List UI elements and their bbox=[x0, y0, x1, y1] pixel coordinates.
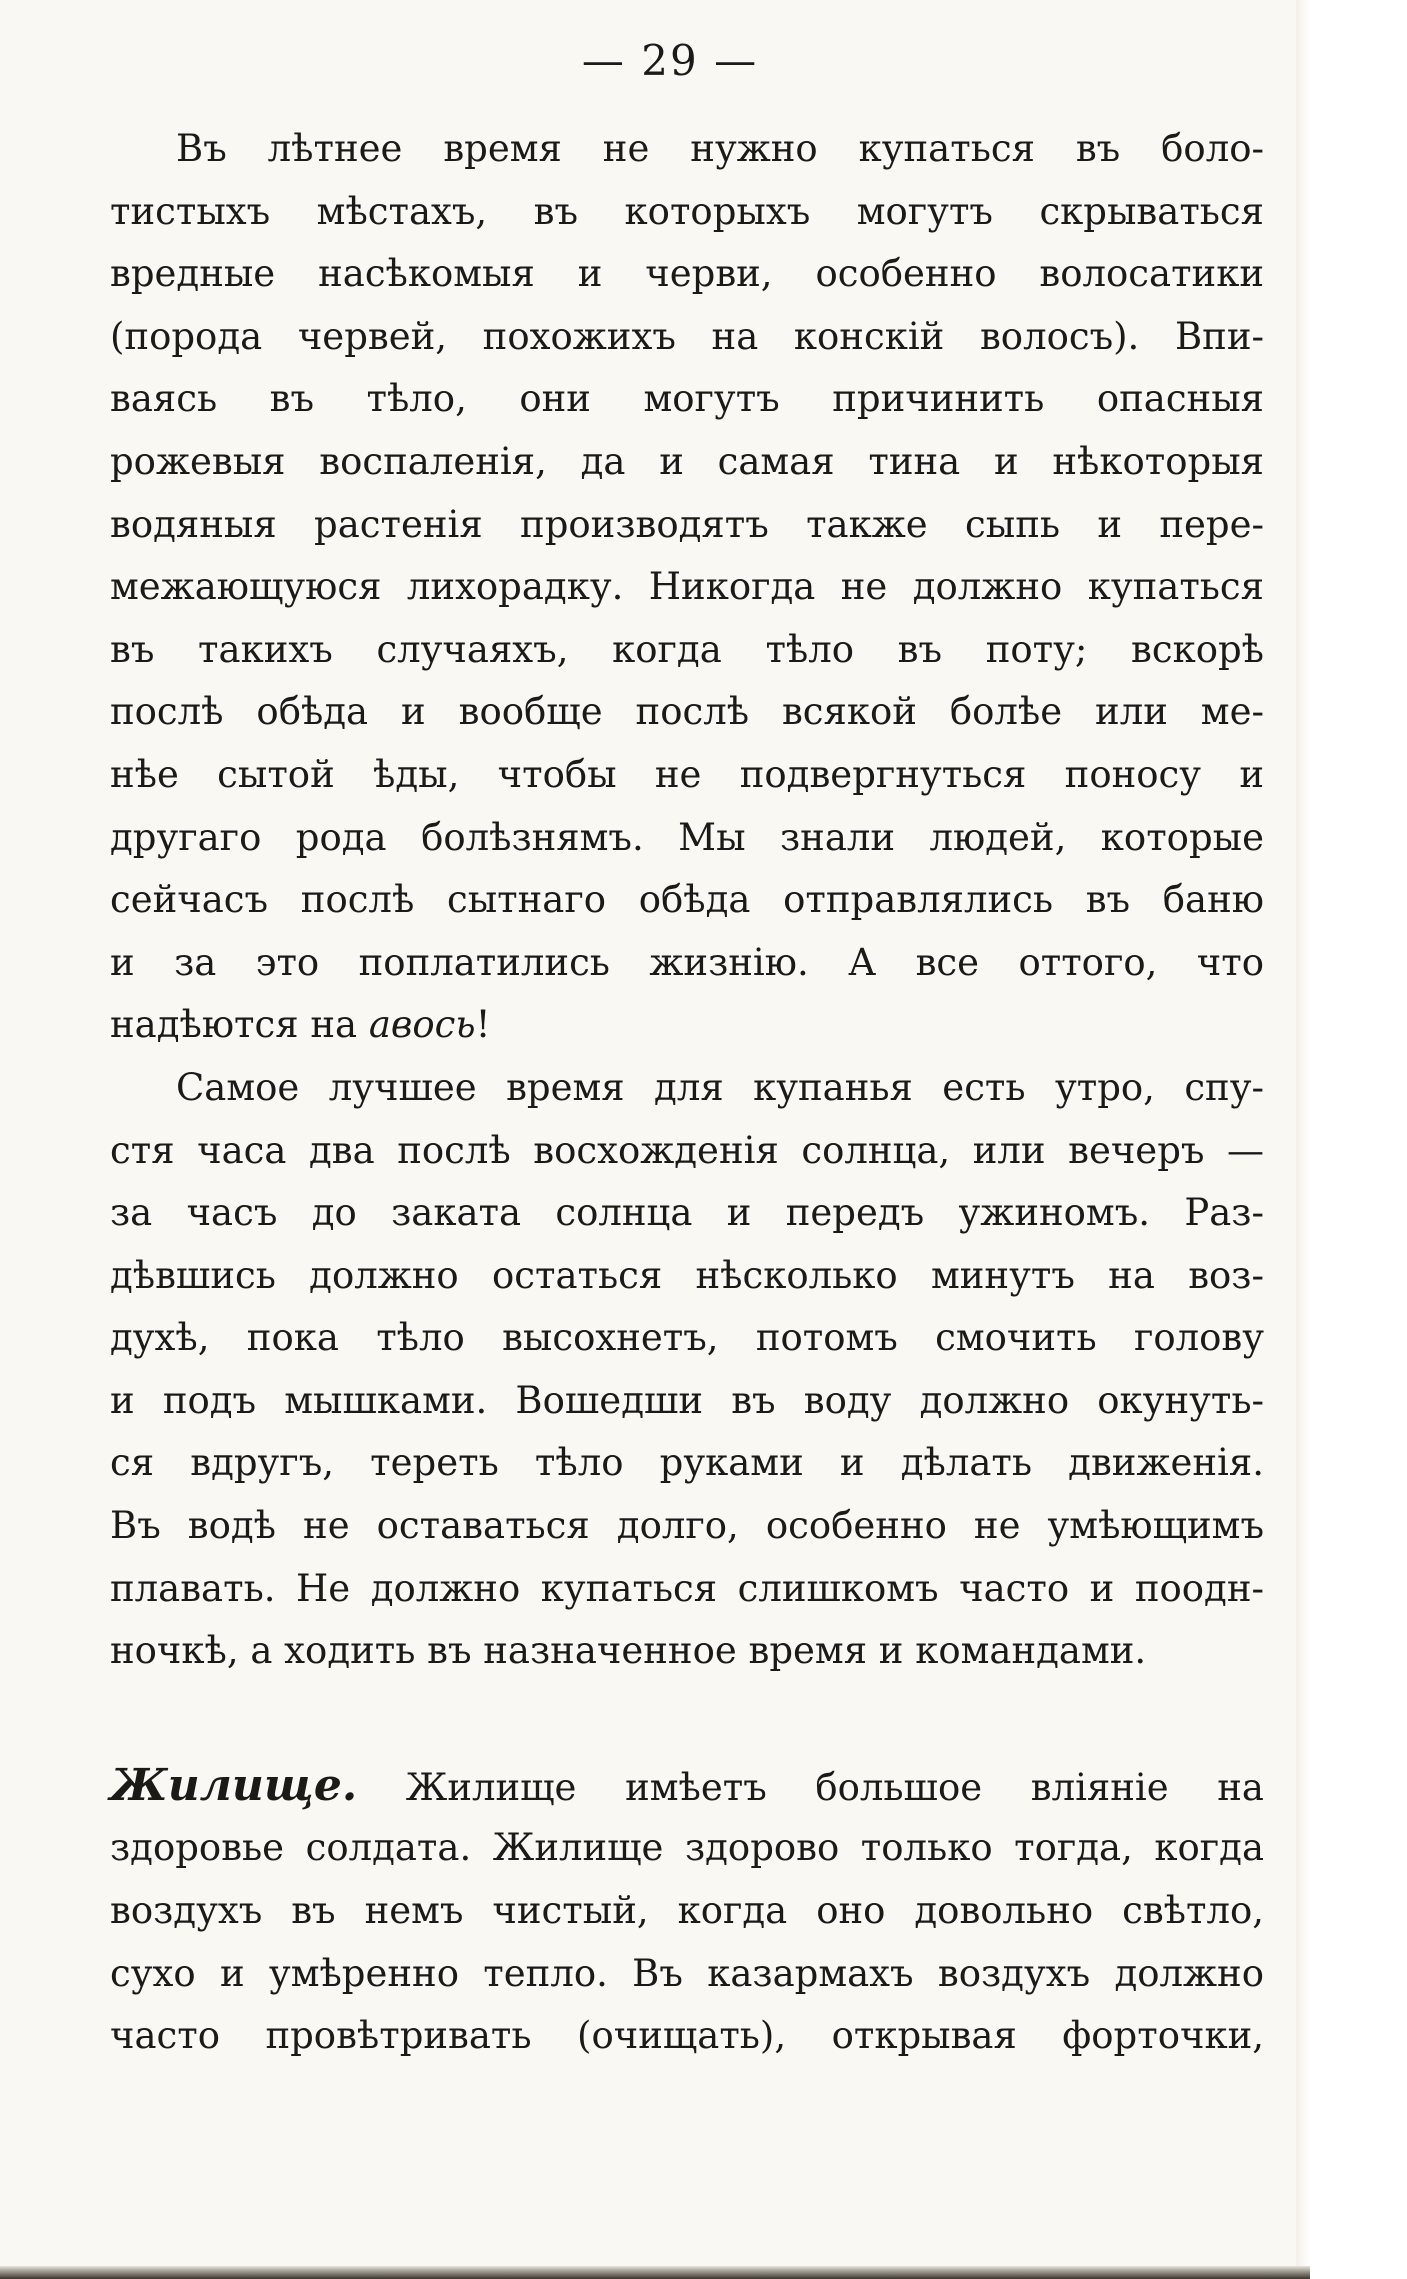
text-line: въ такихъ случаяхъ, когда тѣло въ поту; вскорѣ bbox=[110, 627, 1264, 671]
text-line: (порода червей, похожихъ на конскій волосъ). Впи- bbox=[110, 314, 1264, 358]
text-fragment: ! bbox=[475, 1003, 491, 1047]
page-margin-right bbox=[1310, 0, 1407, 2279]
text-line: ваясь въ тѣло, они могутъ причинить опасныя bbox=[110, 377, 1264, 421]
text-fragment: надѣются на bbox=[110, 1003, 369, 1047]
text-line: дѣвшись должно остаться нѣсколько минутъ на воз- bbox=[110, 1253, 1264, 1297]
text-line: другаго рода болѣзнямъ. Мы знали людей, которые bbox=[110, 815, 1264, 859]
page-text bbox=[110, 118, 1264, 2068]
section-heading: Жилище. bbox=[110, 1759, 358, 1811]
text-line: сухо и умѣренно тепло. Въ казармахъ воздухъ должно bbox=[110, 1951, 1264, 1995]
text-line-last: ночкѣ, а ходить въ назначенное время и командами. bbox=[110, 1629, 1147, 1673]
text-line: плавать. Не должно купаться слишкомъ часто и поодн- bbox=[110, 1566, 1264, 1610]
paragraph-bathing-time bbox=[110, 1057, 1264, 1683]
text-line: тистыхъ мѣстахъ, въ которыхъ могутъ скрываться bbox=[110, 189, 1264, 233]
text-line: послѣ обѣда и вообще послѣ всякой болѣе или ме- bbox=[110, 690, 1264, 734]
text-line: за часъ до заката солнца и передъ ужиномъ. Раз- bbox=[110, 1191, 1264, 1235]
text-line: Въ водѣ не оставаться долго, особенно не умѣющимъ bbox=[110, 1504, 1264, 1548]
text-line: воздухъ въ немъ чистый, когда оно довольно свѣтло, bbox=[110, 1889, 1264, 1933]
paragraph-bathing-places bbox=[110, 118, 1264, 1057]
text-line: межающуюся лихорадку. Никогда не должно купаться bbox=[110, 565, 1264, 609]
text-line: сейчасъ послѣ сытнаго обѣда отправлялись въ баню bbox=[110, 878, 1264, 922]
text-line: и подъ мышками. Вошедши въ воду должно окунуть- bbox=[110, 1378, 1264, 1422]
text-fragment: Жилище имѣетъ большое вліяніе на bbox=[405, 1765, 1264, 1809]
section-dwelling bbox=[110, 1755, 1264, 2068]
italic-word: авось bbox=[368, 1003, 476, 1047]
text-line: духѣ, пока тѣло высохнетъ, потомъ смочить голову bbox=[110, 1316, 1264, 1360]
section-gap bbox=[110, 1683, 1264, 1755]
section-heading-line bbox=[110, 1755, 1264, 1818]
text-line: вредные насѣкомыя и черви, особенно волосатики bbox=[110, 252, 1264, 296]
text-line-last bbox=[110, 994, 1264, 1057]
text-line: рожевыя воспаленія, да и самая тина и нѣкоторыя bbox=[110, 439, 1264, 483]
text-line: водяныя растенія производятъ также сыпь и пере- bbox=[110, 502, 1264, 546]
text-line: стя часа два послѣ восхожденія солнца, или вечеръ — bbox=[110, 1128, 1264, 1172]
text-line: здоровье солдата. Жилище здорово только тогда, когда bbox=[110, 1826, 1264, 1870]
page-number: — 29 — bbox=[581, 36, 759, 85]
page-bottom-edge bbox=[0, 2266, 1310, 2279]
page-edge-shade bbox=[1296, 0, 1310, 2279]
text-line: ся вдругъ, тереть тѣло руками и дѣлать движенія. bbox=[110, 1441, 1264, 1485]
text-line: и за это поплатились жизнію. А все оттого, что bbox=[110, 940, 1264, 984]
text-line: Въ лѣтнее время не нужно купаться въ боло- bbox=[176, 127, 1264, 170]
text-line: нѣе сытой ѣды, чтобы не подвергнуться поносу и bbox=[110, 752, 1264, 796]
text-line: Самое лучшее время для купанья есть утро, спу- bbox=[176, 1065, 1264, 1109]
text-line: часто провѣтривать (очищать), открывая форточки, bbox=[110, 2014, 1264, 2058]
